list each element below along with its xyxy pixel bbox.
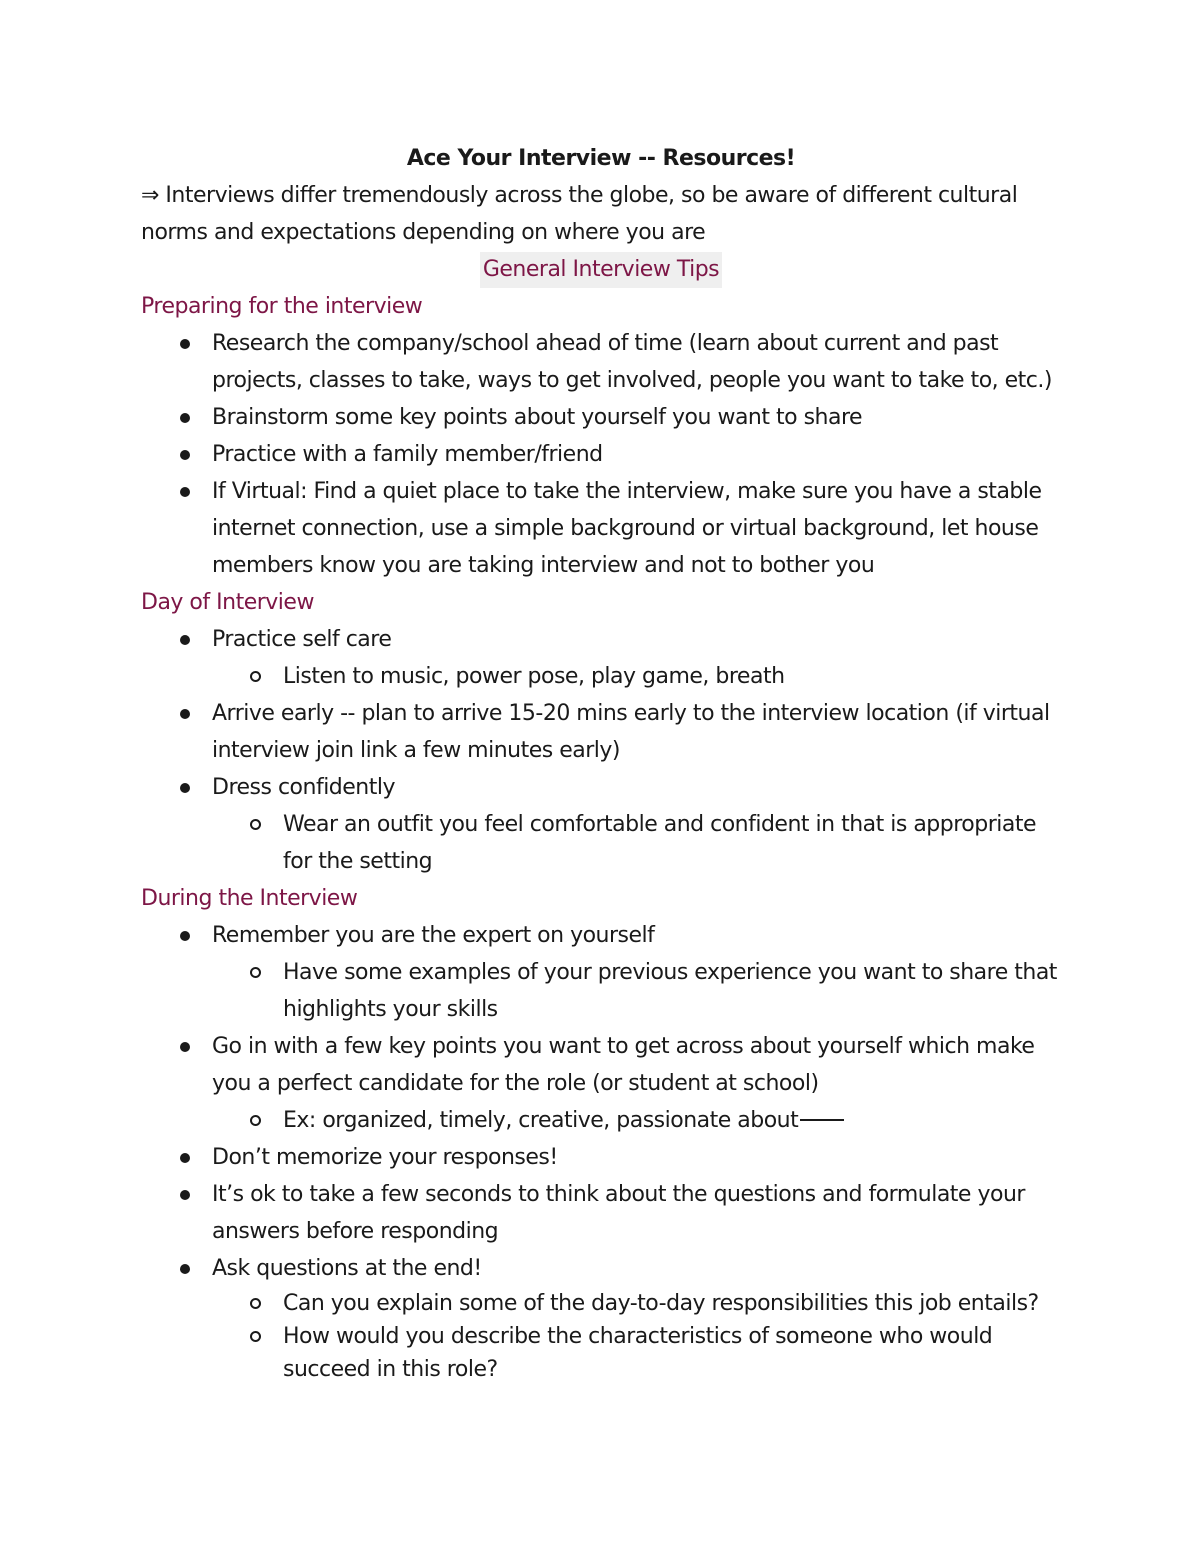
list-item [212,473,1061,584]
bullet-icon [180,931,190,941]
hollow-bullet-icon [250,1115,261,1126]
list-item [212,1139,1061,1176]
sub-list-item-text: How would you describe the characteristics of someone who would succeed in this role? [283,1324,993,1382]
list-item-text: It’s ok to take a few seconds to think about the questions and formulate your answers before responding [212,1182,1025,1244]
list-item-text: Remember you are the expert on yourself [212,923,655,948]
sub-list-item-text: Wear an outfit you feel comfortable and confident in that is appropriate for the setting [283,812,1037,874]
sub-list [212,954,1061,1028]
list-item-text: Practice with a family member/friend [212,442,603,467]
list-item [212,436,1061,473]
sub-list [212,1102,1061,1139]
document-title: Ace Your Interview -- Resources! [406,146,796,171]
hollow-bullet-icon [250,671,261,682]
hollow-bullet-icon [250,1331,261,1342]
document-page [141,141,1061,1386]
sub-list [212,658,1061,695]
list-item [212,1176,1061,1250]
bullet-icon [180,709,190,719]
bullet-icon [180,1153,190,1163]
during-list [141,917,1061,1386]
bullet-icon [180,635,190,645]
preparing-list [141,325,1061,584]
intro-paragraph: ⇒ Interviews differ tremendously across the globe, so be aware of different cultural norms and expectations depending on where you are [141,183,1018,245]
list-item [212,1028,1061,1139]
list-item-text: Don’t memorize your responses! [212,1145,558,1170]
sub-list-item [283,1287,1061,1320]
hollow-bullet-icon [250,967,261,978]
list-item-text: Practice self care [212,627,392,652]
day-of-list [141,621,1061,880]
bullet-icon [180,1264,190,1274]
sub-list-item-text: Ex: organized, timely, creative, passionate about [283,1108,799,1133]
list-item [212,695,1061,769]
list-item-text: Ask questions at the end! [212,1256,482,1281]
sub-list-item-text: Have some examples of your previous experience you want to share that highlights your skills [283,960,1057,1022]
bullet-icon [180,450,190,460]
sub-list-item [283,658,1061,695]
list-item-text: Dress confidently [212,775,396,800]
sub-list-item [283,806,1061,880]
sub-list-item [283,954,1061,1028]
bullet-icon [180,783,190,793]
list-item [212,325,1061,399]
section-heading-preparing: Preparing for the interview [141,294,423,319]
sub-list-item [283,1102,1061,1139]
sub-list [212,1287,1061,1386]
list-item-text: Arrive early -- plan to arrive 15-20 mins early to the interview location (if virtual interview join link a few minutes early) [212,701,1050,763]
list-item [212,621,1061,695]
subtitle-line [141,251,1061,288]
document-subtitle: General Interview Tips [480,252,722,288]
hollow-bullet-icon [250,819,261,830]
bullet-icon [180,339,190,349]
list-item [212,399,1061,436]
list-item [212,769,1061,880]
sub-list-item [283,1320,1061,1386]
section-heading-during: During the Interview [141,886,358,911]
bullet-icon [180,413,190,423]
list-item-text: Brainstorm some key points about yourself you want to share [212,405,863,430]
hollow-bullet-icon [250,1298,261,1309]
fill-in-blank [800,1119,844,1121]
list-item [212,917,1061,1028]
sub-list-item-text: Listen to music, power pose, play game, breath [283,664,785,689]
sub-list-item-text: Can you explain some of the day-to-day responsibilities this job entails? [283,1291,1039,1316]
list-item-text: Research the company/school ahead of time (learn about current and past projects, classes to take, ways to get involved, people you want to take to, etc.) [212,331,1052,393]
bullet-icon [180,1042,190,1052]
section-heading-day-of: Day of Interview [141,590,314,615]
list-item-text: If Virtual: Find a quiet place to take the interview, make sure you have a stable internet connection, use a simple background or virtual background, let house members know you are taking interview and not to bother you [212,479,1042,578]
list-item [212,1250,1061,1386]
bullet-icon [180,487,190,497]
bullet-icon [180,1190,190,1200]
list-item-text: Go in with a few key points you want to get across about yourself which make you a perfect candidate for the role (or student at school) [212,1034,1035,1096]
sub-list [212,806,1061,880]
